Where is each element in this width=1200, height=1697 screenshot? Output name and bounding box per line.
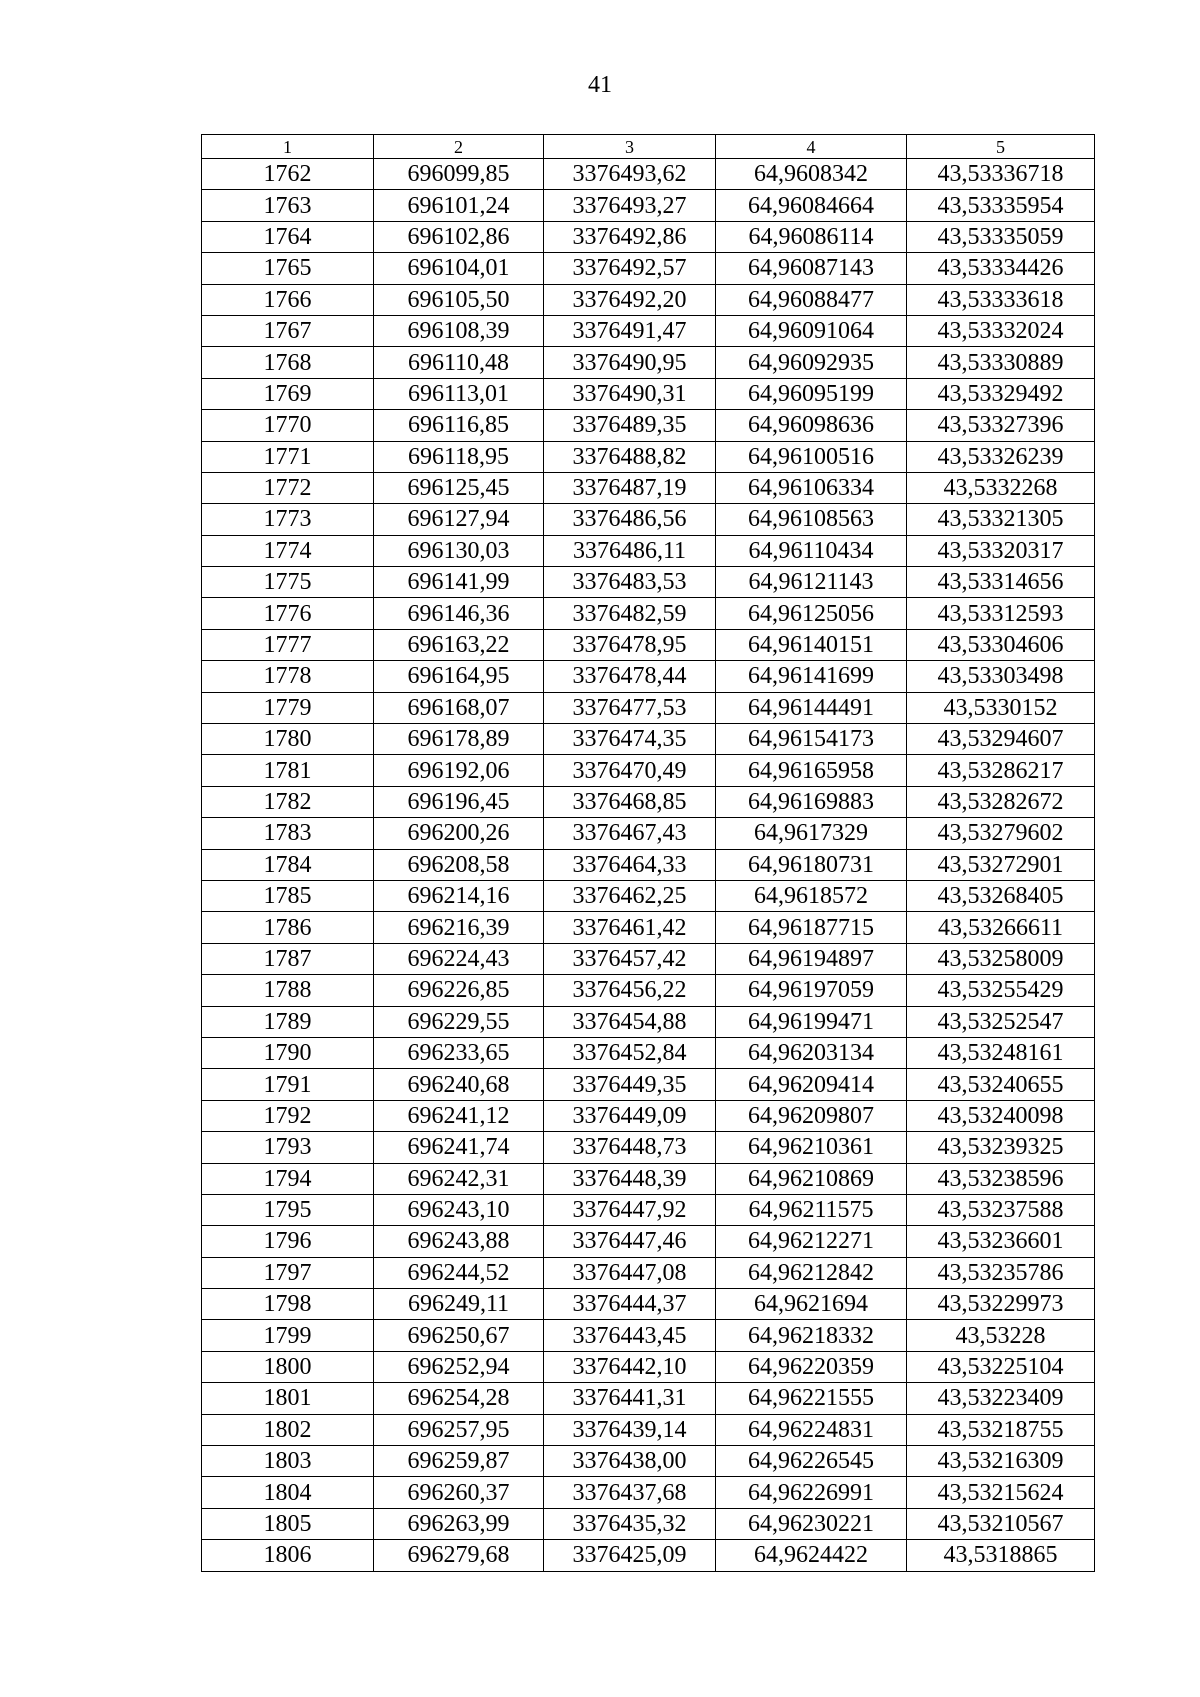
point-number-cell: 1770 [202,410,374,441]
longitude-cell: 64,96091064 [716,315,907,346]
table-row [202,1257,1095,1288]
y-coordinate-cell: 3376483,53 [544,567,716,598]
latitude-cell: 43,53235786 [907,1257,1095,1288]
longitude-cell: 64,96140151 [716,629,907,660]
x-coordinate-cell: 696125,45 [374,472,544,503]
x-coordinate-cell: 696108,39 [374,315,544,346]
table-row [202,472,1095,503]
latitude-cell: 43,53334426 [907,253,1095,284]
point-number-cell: 1776 [202,598,374,629]
y-coordinate-cell: 3376456,22 [544,975,716,1006]
longitude-cell: 64,96194897 [716,943,907,974]
x-coordinate-cell: 696241,74 [374,1132,544,1163]
y-coordinate-cell: 3376449,35 [544,1069,716,1100]
x-coordinate-cell: 696233,65 [374,1037,544,1068]
y-coordinate-cell: 3376452,84 [544,1037,716,1068]
x-coordinate-cell: 696196,45 [374,786,544,817]
y-coordinate-cell: 3376442,10 [544,1351,716,1382]
x-coordinate-cell: 696168,07 [374,692,544,723]
table-row [202,1132,1095,1163]
table-row [202,1508,1095,1539]
point-number-cell: 1774 [202,535,374,566]
table-row [202,692,1095,723]
latitude-cell: 43,53326239 [907,441,1095,472]
table-row [202,755,1095,786]
column-header-3: 3 [544,135,716,159]
x-coordinate-cell: 696257,95 [374,1414,544,1445]
page-number: 41 [588,72,612,98]
longitude-cell: 64,9617329 [716,818,907,849]
x-coordinate-cell: 696250,67 [374,1320,544,1351]
longitude-cell: 64,96098636 [716,410,907,441]
latitude-cell: 43,53258009 [907,943,1095,974]
point-number-cell: 1787 [202,943,374,974]
longitude-cell: 64,96212271 [716,1226,907,1257]
latitude-cell: 43,53248161 [907,1037,1095,1068]
y-coordinate-cell: 3376493,62 [544,159,716,190]
y-coordinate-cell: 3376470,49 [544,755,716,786]
latitude-cell: 43,53216309 [907,1446,1095,1477]
latitude-cell: 43,53215624 [907,1477,1095,1508]
latitude-cell: 43,53335059 [907,221,1095,252]
point-number-cell: 1800 [202,1351,374,1382]
x-coordinate-cell: 696260,37 [374,1477,544,1508]
x-coordinate-cell: 696241,12 [374,1100,544,1131]
x-coordinate-cell: 696249,11 [374,1289,544,1320]
latitude-cell: 43,53321305 [907,504,1095,535]
x-coordinate-cell: 696242,31 [374,1163,544,1194]
table-row [202,912,1095,943]
point-number-cell: 1798 [202,1289,374,1320]
table-row [202,1163,1095,1194]
longitude-cell: 64,96110434 [716,535,907,566]
y-coordinate-cell: 3376492,57 [544,253,716,284]
point-number-cell: 1804 [202,1477,374,1508]
point-number-cell: 1789 [202,1006,374,1037]
table-row [202,567,1095,598]
table-row [202,598,1095,629]
table-row [202,629,1095,660]
longitude-cell: 64,96092935 [716,347,907,378]
y-coordinate-cell: 3376448,73 [544,1132,716,1163]
table-row [202,1226,1095,1257]
table-row [202,504,1095,535]
x-coordinate-cell: 696208,58 [374,849,544,880]
point-number-cell: 1765 [202,253,374,284]
y-coordinate-cell: 3376443,45 [544,1320,716,1351]
latitude-cell: 43,53335954 [907,190,1095,221]
y-coordinate-cell: 3376447,46 [544,1226,716,1257]
x-coordinate-cell: 696254,28 [374,1383,544,1414]
point-number-cell: 1801 [202,1383,374,1414]
longitude-cell: 64,96211575 [716,1194,907,1225]
y-coordinate-cell: 3376439,14 [544,1414,716,1445]
x-coordinate-cell: 696104,01 [374,253,544,284]
table-row [202,378,1095,409]
point-number-cell: 1763 [202,190,374,221]
x-coordinate-cell: 696164,95 [374,661,544,692]
table-row [202,347,1095,378]
point-number-cell: 1785 [202,880,374,911]
x-coordinate-cell: 696279,68 [374,1540,544,1571]
x-coordinate-cell: 696243,88 [374,1226,544,1257]
longitude-cell: 64,96212842 [716,1257,907,1288]
table-row [202,1383,1095,1414]
table-row [202,1351,1095,1382]
latitude-cell: 43,5330152 [907,692,1095,723]
point-number-cell: 1773 [202,504,374,535]
point-number-cell: 1799 [202,1320,374,1351]
longitude-cell: 64,96224831 [716,1414,907,1445]
column-header-4: 4 [716,135,907,159]
y-coordinate-cell: 3376435,32 [544,1508,716,1539]
x-coordinate-cell: 696224,43 [374,943,544,974]
y-coordinate-cell: 3376488,82 [544,441,716,472]
table-row [202,1289,1095,1320]
latitude-cell: 43,53237588 [907,1194,1095,1225]
x-coordinate-cell: 696099,85 [374,159,544,190]
table-row [202,1006,1095,1037]
point-number-cell: 1791 [202,1069,374,1100]
latitude-cell: 43,53239325 [907,1132,1095,1163]
x-coordinate-cell: 696244,52 [374,1257,544,1288]
latitude-cell: 43,53282672 [907,786,1095,817]
latitude-cell: 43,53238596 [907,1163,1095,1194]
longitude-cell: 64,96230221 [716,1508,907,1539]
latitude-cell: 43,53333618 [907,284,1095,315]
x-coordinate-cell: 696116,85 [374,410,544,441]
latitude-cell: 43,53218755 [907,1414,1095,1445]
longitude-cell: 64,96154173 [716,724,907,755]
longitude-cell: 64,96088477 [716,284,907,315]
x-coordinate-cell: 696127,94 [374,504,544,535]
longitude-cell: 64,9618572 [716,880,907,911]
table-row [202,315,1095,346]
longitude-cell: 64,96187715 [716,912,907,943]
y-coordinate-cell: 3376478,95 [544,629,716,660]
point-number-cell: 1779 [202,692,374,723]
longitude-cell: 64,96165958 [716,755,907,786]
x-coordinate-cell: 696163,22 [374,629,544,660]
point-number-cell: 1767 [202,315,374,346]
longitude-cell: 64,9608342 [716,159,907,190]
point-number-cell: 1794 [202,1163,374,1194]
latitude-cell: 43,53294607 [907,724,1095,755]
table-row [202,410,1095,441]
point-number-cell: 1803 [202,1446,374,1477]
table-row [202,1414,1095,1445]
latitude-cell: 43,53236601 [907,1226,1095,1257]
x-coordinate-cell: 696130,03 [374,535,544,566]
latitude-cell: 43,53210567 [907,1508,1095,1539]
longitude-cell: 64,96121143 [716,567,907,598]
point-number-cell: 1772 [202,472,374,503]
table-row [202,190,1095,221]
table-row [202,1194,1095,1225]
x-coordinate-cell: 696240,68 [374,1069,544,1100]
longitude-cell: 64,96226991 [716,1477,907,1508]
x-coordinate-cell: 696226,85 [374,975,544,1006]
y-coordinate-cell: 3376486,11 [544,535,716,566]
longitude-cell: 64,96199471 [716,1006,907,1037]
table-row [202,159,1095,190]
y-coordinate-cell: 3376477,53 [544,692,716,723]
table-row [202,880,1095,911]
y-coordinate-cell: 3376449,09 [544,1100,716,1131]
longitude-cell: 64,96180731 [716,849,907,880]
table-row [202,1446,1095,1477]
point-number-cell: 1784 [202,849,374,880]
table-row [202,284,1095,315]
latitude-cell: 43,53225104 [907,1351,1095,1382]
longitude-cell: 64,9624422 [716,1540,907,1571]
column-header-2: 2 [374,135,544,159]
x-coordinate-cell: 696141,99 [374,567,544,598]
latitude-cell: 43,53332024 [907,315,1095,346]
latitude-cell: 43,53228 [907,1320,1095,1351]
point-number-cell: 1766 [202,284,374,315]
x-coordinate-cell: 696101,24 [374,190,544,221]
longitude-cell: 64,96210869 [716,1163,907,1194]
point-number-cell: 1782 [202,786,374,817]
longitude-cell: 64,96144491 [716,692,907,723]
point-number-cell: 1793 [202,1132,374,1163]
latitude-cell: 43,53272901 [907,849,1095,880]
x-coordinate-cell: 696192,06 [374,755,544,786]
longitude-cell: 64,96210361 [716,1132,907,1163]
latitude-cell: 43,53312593 [907,598,1095,629]
table-row [202,1037,1095,1068]
y-coordinate-cell: 3376468,85 [544,786,716,817]
x-coordinate-cell: 696214,16 [374,880,544,911]
point-number-cell: 1796 [202,1226,374,1257]
table-row [202,661,1095,692]
table-body [202,159,1095,1572]
longitude-cell: 64,96218332 [716,1320,907,1351]
latitude-cell: 43,53229973 [907,1289,1095,1320]
x-coordinate-cell: 696243,10 [374,1194,544,1225]
longitude-cell: 64,96084664 [716,190,907,221]
y-coordinate-cell: 3376492,20 [544,284,716,315]
y-coordinate-cell: 3376437,68 [544,1477,716,1508]
point-number-cell: 1795 [202,1194,374,1225]
longitude-cell: 64,96086114 [716,221,907,252]
y-coordinate-cell: 3376474,35 [544,724,716,755]
point-number-cell: 1768 [202,347,374,378]
table-row [202,818,1095,849]
point-number-cell: 1769 [202,378,374,409]
latitude-cell: 43,53286217 [907,755,1095,786]
latitude-cell: 43,5318865 [907,1540,1095,1571]
point-number-cell: 1780 [202,724,374,755]
latitude-cell: 43,53327396 [907,410,1095,441]
y-coordinate-cell: 3376490,31 [544,378,716,409]
latitude-cell: 43,5332268 [907,472,1095,503]
table-row [202,253,1095,284]
longitude-cell: 64,96209807 [716,1100,907,1131]
y-coordinate-cell: 3376478,44 [544,661,716,692]
longitude-cell: 64,96141699 [716,661,907,692]
y-coordinate-cell: 3376491,47 [544,315,716,346]
y-coordinate-cell: 3376492,86 [544,221,716,252]
latitude-cell: 43,53314656 [907,567,1095,598]
longitude-cell: 64,96220359 [716,1351,907,1382]
y-coordinate-cell: 3376448,39 [544,1163,716,1194]
y-coordinate-cell: 3376438,00 [544,1446,716,1477]
latitude-cell: 43,53330889 [907,347,1095,378]
y-coordinate-cell: 3376457,42 [544,943,716,974]
table-row [202,1477,1095,1508]
point-number-cell: 1788 [202,975,374,1006]
point-number-cell: 1777 [202,629,374,660]
point-number-cell: 1790 [202,1037,374,1068]
latitude-cell: 43,53320317 [907,535,1095,566]
header-row [202,135,1095,159]
y-coordinate-cell: 3376462,25 [544,880,716,911]
longitude-cell: 64,96226545 [716,1446,907,1477]
x-coordinate-cell: 696263,99 [374,1508,544,1539]
x-coordinate-cell: 696113,01 [374,378,544,409]
coordinates-table [201,134,1095,1572]
point-number-cell: 1778 [202,661,374,692]
table-row [202,1100,1095,1131]
latitude-cell: 43,53329492 [907,378,1095,409]
y-coordinate-cell: 3376486,56 [544,504,716,535]
point-number-cell: 1783 [202,818,374,849]
column-header-1: 1 [202,135,374,159]
x-coordinate-cell: 696105,50 [374,284,544,315]
x-coordinate-cell: 696229,55 [374,1006,544,1037]
longitude-cell: 64,96106334 [716,472,907,503]
point-number-cell: 1797 [202,1257,374,1288]
point-number-cell: 1762 [202,159,374,190]
latitude-cell: 43,53303498 [907,661,1095,692]
column-header-5: 5 [907,135,1095,159]
longitude-cell: 64,96203134 [716,1037,907,1068]
longitude-cell: 64,96100516 [716,441,907,472]
point-number-cell: 1781 [202,755,374,786]
longitude-cell: 64,96221555 [716,1383,907,1414]
y-coordinate-cell: 3376487,19 [544,472,716,503]
latitude-cell: 43,53255429 [907,975,1095,1006]
latitude-cell: 43,53252547 [907,1006,1095,1037]
point-number-cell: 1806 [202,1540,374,1571]
longitude-cell: 64,96169883 [716,786,907,817]
table-row [202,1320,1095,1351]
table-header [202,135,1095,159]
y-coordinate-cell: 3376490,95 [544,347,716,378]
table-row [202,849,1095,880]
y-coordinate-cell: 3376461,42 [544,912,716,943]
point-number-cell: 1786 [202,912,374,943]
x-coordinate-cell: 696118,95 [374,441,544,472]
table-row [202,786,1095,817]
longitude-cell: 64,96095199 [716,378,907,409]
x-coordinate-cell: 696110,48 [374,347,544,378]
y-coordinate-cell: 3376454,88 [544,1006,716,1037]
table-row [202,975,1095,1006]
latitude-cell: 43,53266611 [907,912,1095,943]
x-coordinate-cell: 696259,87 [374,1446,544,1477]
longitude-cell: 64,96108563 [716,504,907,535]
y-coordinate-cell: 3376482,59 [544,598,716,629]
latitude-cell: 43,53279602 [907,818,1095,849]
y-coordinate-cell: 3376425,09 [544,1540,716,1571]
x-coordinate-cell: 696252,94 [374,1351,544,1382]
table-row [202,1069,1095,1100]
x-coordinate-cell: 696178,89 [374,724,544,755]
table-row [202,943,1095,974]
table-row [202,221,1095,252]
longitude-cell: 64,96197059 [716,975,907,1006]
point-number-cell: 1771 [202,441,374,472]
y-coordinate-cell: 3376464,33 [544,849,716,880]
latitude-cell: 43,53223409 [907,1383,1095,1414]
y-coordinate-cell: 3376489,35 [544,410,716,441]
latitude-cell: 43,53304606 [907,629,1095,660]
longitude-cell: 64,96125056 [716,598,907,629]
table-row [202,441,1095,472]
y-coordinate-cell: 3376447,08 [544,1257,716,1288]
latitude-cell: 43,53240098 [907,1100,1095,1131]
latitude-cell: 43,53268405 [907,880,1095,911]
x-coordinate-cell: 696200,26 [374,818,544,849]
latitude-cell: 43,53240655 [907,1069,1095,1100]
longitude-cell: 64,96209414 [716,1069,907,1100]
latitude-cell: 43,53336718 [907,159,1095,190]
table-row [202,535,1095,566]
table-row [202,1540,1095,1571]
y-coordinate-cell: 3376444,37 [544,1289,716,1320]
point-number-cell: 1775 [202,567,374,598]
point-number-cell: 1764 [202,221,374,252]
longitude-cell: 64,9621694 [716,1289,907,1320]
y-coordinate-cell: 3376447,92 [544,1194,716,1225]
point-number-cell: 1805 [202,1508,374,1539]
y-coordinate-cell: 3376441,31 [544,1383,716,1414]
table-row [202,724,1095,755]
x-coordinate-cell: 696146,36 [374,598,544,629]
x-coordinate-cell: 696216,39 [374,912,544,943]
point-number-cell: 1792 [202,1100,374,1131]
y-coordinate-cell: 3376493,27 [544,190,716,221]
point-number-cell: 1802 [202,1414,374,1445]
longitude-cell: 64,96087143 [716,253,907,284]
y-coordinate-cell: 3376467,43 [544,818,716,849]
x-coordinate-cell: 696102,86 [374,221,544,252]
